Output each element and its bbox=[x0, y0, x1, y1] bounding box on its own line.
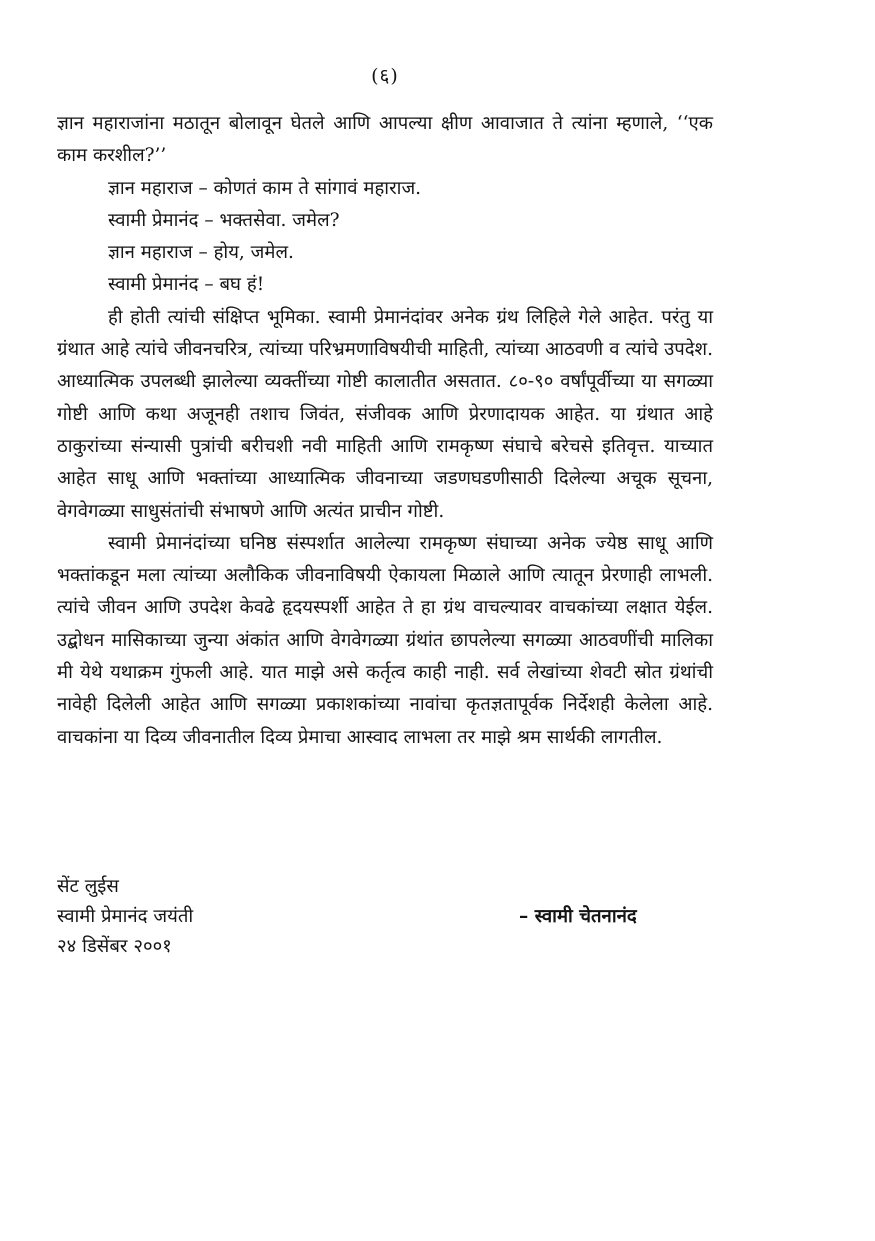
signature-date: २४ डिसेंबर २००१ bbox=[57, 936, 172, 957]
body-text bbox=[57, 108, 713, 754]
dialogue-line: ज्ञान महाराज – होय, जमेल. bbox=[108, 242, 294, 264]
signature-occasion-line bbox=[57, 902, 713, 932]
paragraph: ही होती त्यांची संक्षिप्त भूमिका. स्वामी प्रेमानंदांवर अनेक ग्रंथ लिहिले गेले आहेत. परंतु या ग्रंथात आहे त्यांचे जीवनचरित्र, त्यांच्या परिभ्रमणाविषयीची माहिती, त्यांच्या आठवणी व त्यांचे उपदेश. आध्यात्मिक उपलब्धी झालेल्या व्यक्तींच्या गोष्टी कालातीत असतात. ८०-९० वर्षांपूर्वीच्या या सगळ्या गोष्टी आणि कथा अजूनही तशाच जिवंत, संजीवक आणि प्रेरणादायक आहेत. या ग्रंथात आहे ठाकुरांच्या संन्यासी पुत्रांची बरीचशी नवी माहिती आणि रामकृष्ण संघाचे बरेचसे इतिवृत्त. याच्यात आहेत साधू आणि भक्तांच्या आध्यात्मिक जीवनाच्या जडणघडणीसाठी दिलेल्या अचूक सूचना, वेगवेगळ्या साधुसंतांची संभाषणे आणि अत्यंत प्राचीन गोष्टी. bbox=[57, 306, 713, 522]
dialogue-line: स्वामी प्रेमानंद – भक्तसेवा. जमेल? bbox=[108, 209, 340, 231]
paragraph-opening: ज्ञान महाराजांना मठातून बोलावून घेतले आणि आपल्या क्षीण आवाजात ते त्यांना म्हणाले, ‘‘एक काम करशील?’’ bbox=[57, 113, 713, 167]
signature-occasion: स्वामी प्रेमानंद जयंती bbox=[57, 906, 194, 927]
page-number: (६) bbox=[371, 65, 399, 87]
dialogue-line: स्वामी प्रेमानंद – बघ हं! bbox=[108, 274, 265, 296]
paragraph: स्वामी प्रेमानंदांच्या घनिष्ठ संस्पर्शात आलेल्या रामकृष्ण संघाच्या अनेक ज्येष्ठ साधू आणि भक्तांकडून मला त्यांच्या अलौकिक जीवनाविषयी ऐकायला मिळाले आणि त्यातून प्रेरणाही लाभली. त्यांचे जीवन आणि उपदेश केवढे हृदयस्पर्शी आहेत ते हा ग्रंथ वाचल्यावर वाचकांच्या लक्षात येईल. उद्बोधन मासिकाच्या जुन्या अंकांत आणि वेगवेगळ्या ग्रंथांत छापलेल्या सगळ्या आठवणींची मालिका मी येथे यथाक्रम गुंफली आहे. यात माझे असे कर्तृत्व काही नाही. सर्व लेखांच्या शेवटी स्रोत ग्रंथांची नावेही दिलेली आहेत आणि सगळ्या प्रकाशकांच्या नावांचा कृतज्ञतापूर्वक निर्देशही केलेला आहे. वाचकांना या दिव्य जीवनातील दिव्य प्रेमाचा आस्वाद लाभला तर माझे श्रम सार्थकी लागतील. bbox=[57, 532, 713, 748]
signature-author: – स्वामी चेतनानंद bbox=[519, 906, 637, 927]
dialogue-line: ज्ञान महाराज – कोणतं काम ते सांगावं महाराज. bbox=[108, 177, 422, 199]
signature-block bbox=[57, 872, 713, 962]
signature-place: सेंट लुईस bbox=[57, 876, 119, 897]
